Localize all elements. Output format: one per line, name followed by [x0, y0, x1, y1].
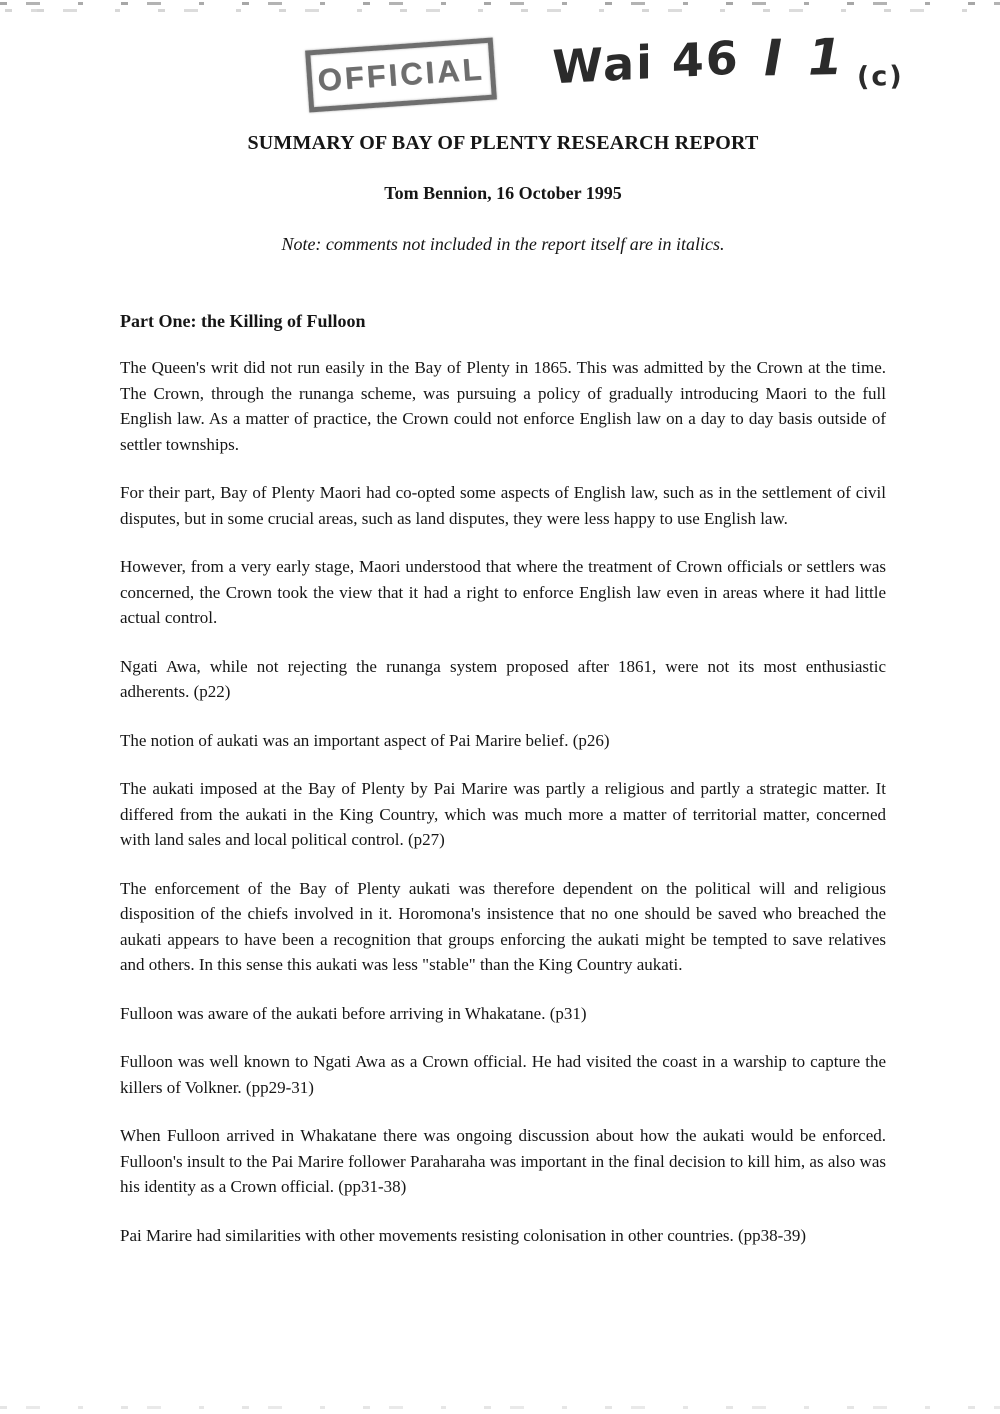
paragraph: Pai Marire had similarities with other movements resisting colonisation in other countries. (pp38-39): [120, 1225, 807, 1245]
handwritten-claim-number: Wai 46: [552, 30, 740, 95]
paragraph: For their part, Bay of Plenty Maori had co-opted some aspects of English law, such as in the settlement of civil disputes, but in some crucial areas, such as land disputes, they were less happy to use English law.: [120, 483, 886, 528]
paragraph: The enforcement of the Bay of Plenty aukati was therefore dependent on the political will and religious disposition of the chiefs involved in it. Horomona's insistence that no one should be saved who breached the aukati appears to have been a recognition that groups enforcing the aukati might be tempted to save relatives and others. In this sense this aukati was less "stable" than the King Country aukati.: [120, 878, 886, 974]
paragraph: Ngati Awa, while not rejecting the runanga system proposed after 1861, were not its most enthusiastic adherents. (p22): [120, 656, 886, 701]
report-byline: Tom Bennion, 16 October 1995: [384, 183, 622, 203]
official-stamp-label: OFFICIAL: [316, 51, 486, 98]
paragraph: However, from a very early stage, Maori understood that where the treatment of Crown officials or settlers was concerned, the Crown took the view that it had a right to enforce English law even in areas where it had little actual control.: [120, 557, 886, 627]
document-body: [120, 0, 886, 1248]
paragraph: Fulloon was well known to Ngati Awa as a Crown official. He had visited the coast in a warship to capture the killers of Volkner. (pp29-31): [120, 1052, 886, 1097]
report-title: SUMMARY OF BAY OF PLENTY RESEARCH REPORT: [247, 132, 759, 154]
section-heading-part-one: Part One: the Killing of Fulloon: [120, 311, 366, 331]
italics-note: Note: comments not included in the report itself are in italics.: [281, 234, 725, 254]
paragraph: The notion of aukati was an important aspect of Pai Marire belief. (p26): [120, 730, 610, 750]
handwritten-suffix: (c): [856, 60, 904, 93]
paragraph: Fulloon was aware of the aukati before arriving in Whakatane. (p31): [120, 1003, 587, 1023]
paragraph: The aukati imposed at the Bay of Plenty by Pai Marire was partly a religious and partly a strategic matter. It differed from the aukati in the King Country, which was much more a matter of territorial matter, concerned with land sales and local political control. (p27): [120, 779, 886, 849]
handwritten-document-number: I 1: [763, 27, 848, 88]
paragraph: The Queen's writ did not run easily in the Bay of Plenty in 1865. This was admitted by the Crown at the time. The Crown, through the runanga scheme, was pursuing a policy of gradually introducing Maori to the full English law. As a matter of practice, the Crown could not enforce English law on a day to day basis outside of settler townships.: [120, 358, 886, 454]
scan-noise-bottom: [0, 1406, 1000, 1409]
paragraph: When Fulloon arrived in Whakatane there was ongoing discussion about how the aukati would be enforced. Fulloon's insult to the Pai Marire follower Paraharaha was important in the final decision to kill him, as also was his identity as a Crown official. (pp31-38): [120, 1126, 886, 1196]
